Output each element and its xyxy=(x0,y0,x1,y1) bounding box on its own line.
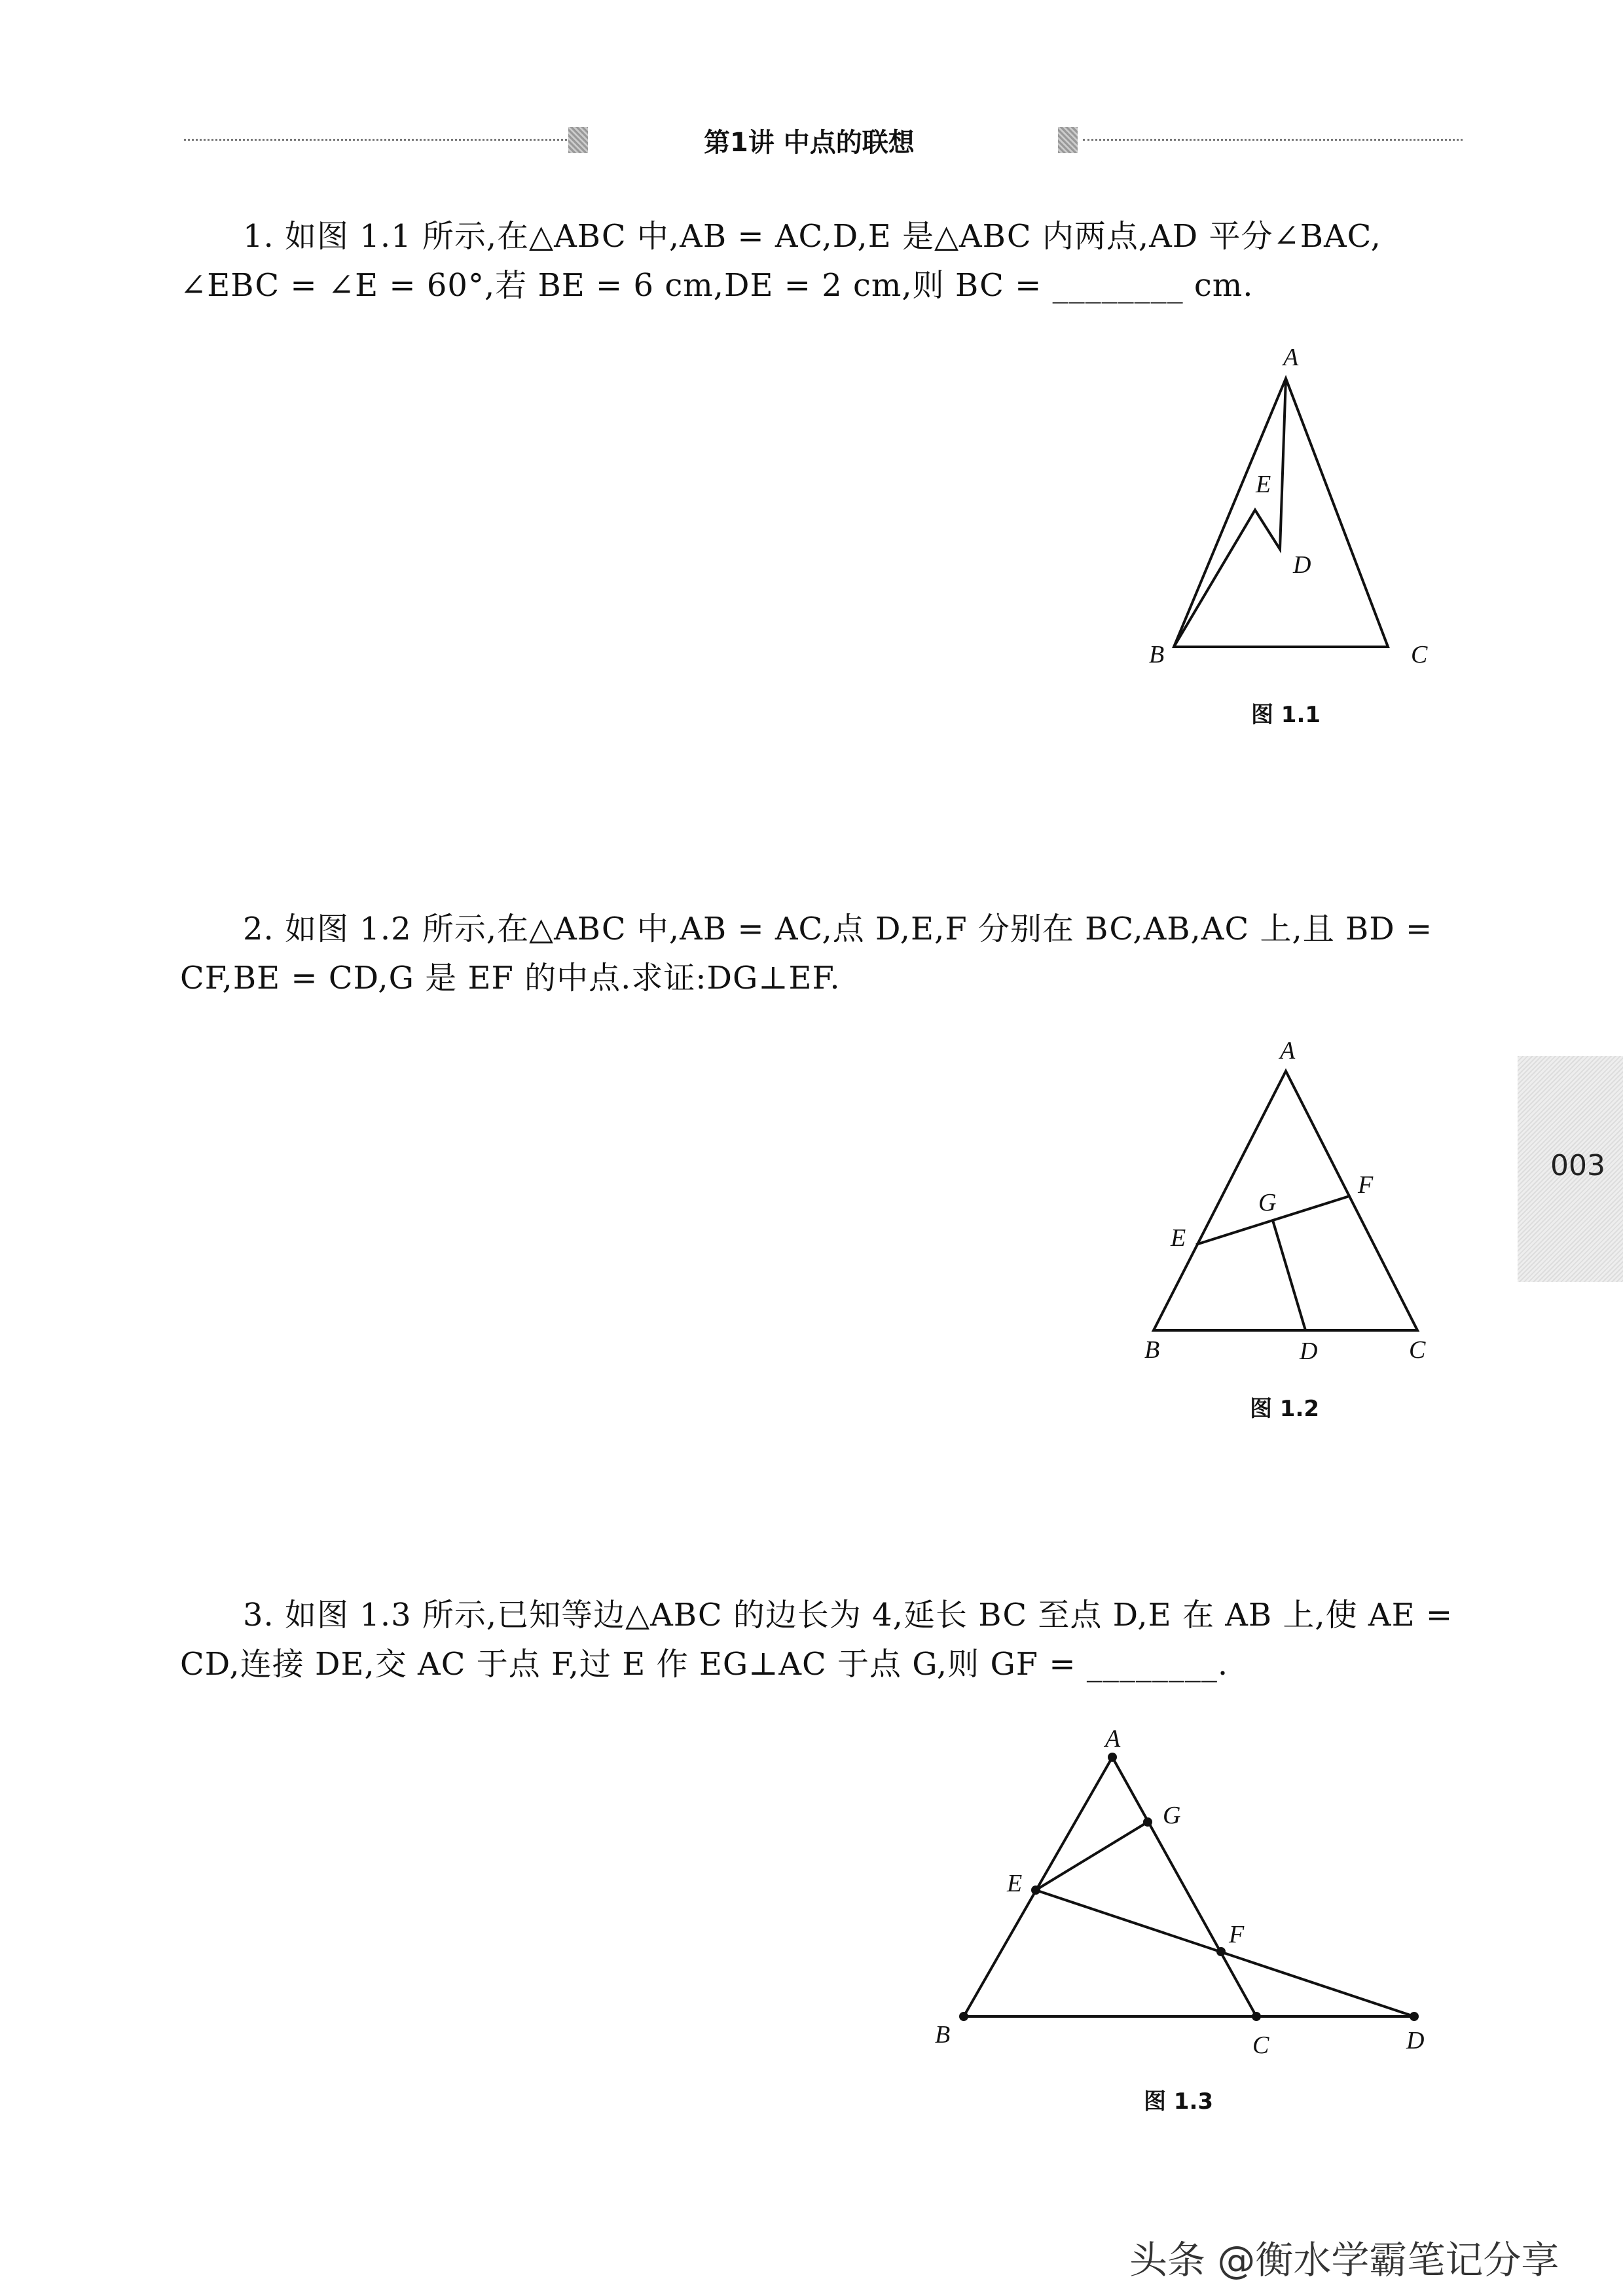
figure-1-2 xyxy=(1154,1071,1417,1330)
label-b: B xyxy=(1149,641,1165,668)
segment-gd xyxy=(1273,1220,1305,1330)
page-header-title: 第1讲 中点的联想 xyxy=(704,128,915,158)
figure-1-1-caption: 图 1.1 xyxy=(1250,702,1321,728)
label-g: G xyxy=(1258,1189,1277,1216)
label-c: C xyxy=(1252,2032,1269,2059)
segment-eg xyxy=(1036,1822,1148,1890)
figure-1-3-points xyxy=(959,1753,1419,2021)
figure-1-2-caption: 图 1.2 xyxy=(1249,1396,1320,1422)
label-f: F xyxy=(1358,1171,1374,1199)
page-number: 003 xyxy=(1550,1149,1605,1182)
label-a: A xyxy=(1280,1037,1296,1065)
question-3-line-2: CD,连接 DE,交 AC 于点 F,过 E 作 EG⊥AC 于点 G,则 GF = ________. xyxy=(180,1646,1229,1683)
label-c: C xyxy=(1411,641,1428,668)
label-e: E xyxy=(1171,1224,1186,1252)
label-e: E xyxy=(1007,1870,1023,1897)
question-1-line-1: 1. 如图 1.1 所示,在△ABC 中,AB = AC,D,E 是△ABC 内两点,AD 平分∠BAC, xyxy=(243,218,1381,255)
label-a: A xyxy=(1105,1725,1121,1753)
label-g: G xyxy=(1163,1802,1181,1829)
figure-1-3-labels xyxy=(935,1725,1424,2059)
figure-1-3-caption: 图 1.3 xyxy=(1143,2088,1214,2115)
watermark: 头条 @衡水学霸笔记分享 xyxy=(1129,2238,1559,2282)
question-2-line-1: 2. 如图 1.2 所示,在△ABC 中,AB = AC,点 D,E,F 分别在 BC,AB,AC 上,且 BD = xyxy=(243,911,1433,947)
label-e: E xyxy=(1256,471,1271,498)
label-d: D xyxy=(1406,2027,1425,2054)
label-a: A xyxy=(1283,344,1299,371)
label-d: D xyxy=(1293,551,1311,579)
label-f: F xyxy=(1229,1921,1245,1948)
question-3-line-1: 3. 如图 1.3 所示,已知等边△ABC 的边长为 4,延长 BC 至点 D,E 在 AB 上,使 AE = xyxy=(243,1597,1453,1633)
label-b: B xyxy=(1144,1336,1160,1364)
figure-1-3 xyxy=(964,1757,1414,2016)
label-b: B xyxy=(935,2021,951,2049)
label-d: D xyxy=(1300,1338,1318,1365)
figure-1-2-labels xyxy=(1144,1037,1426,1365)
figure-1-1 xyxy=(1174,378,1388,647)
label-c: C xyxy=(1409,1336,1426,1364)
question-2-line-2: CF,BE = CD,G 是 EF 的中点.求证:DG⊥EF. xyxy=(180,960,841,996)
triangle-abc xyxy=(1154,1071,1417,1330)
question-1-line-2: ∠EBC = ∠E = 60°,若 BE = 6 cm,DE = 2 cm,则 BC = ________ cm. xyxy=(180,267,1254,304)
